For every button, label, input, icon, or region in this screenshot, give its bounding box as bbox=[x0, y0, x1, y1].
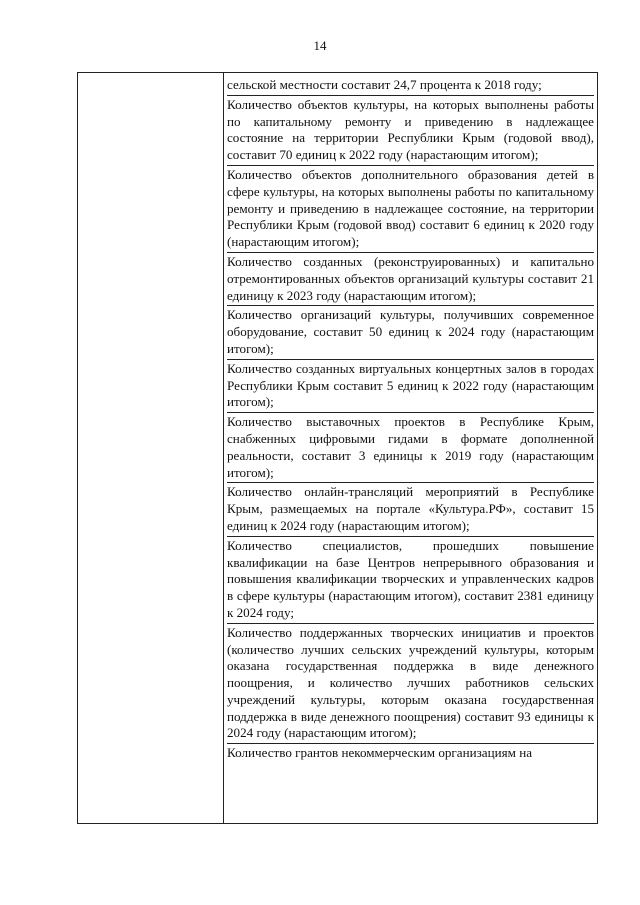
indicator-entry: сельской местности составит 24,7 процента к 2018 году; bbox=[227, 77, 594, 96]
indicator-entry: Количество созданных (реконструированных) и капитально отремонтированных объектов организаций культуры составит 21 единицу к 2023 году (нарастающим итогом); bbox=[227, 254, 594, 306]
indicator-entry: Количество грантов некоммерческим организациям на bbox=[227, 745, 533, 761]
indicators-cell bbox=[227, 77, 594, 764]
indicator-entry: Количество поддержанных творческих инициатив и проектов (количество лучших сельских учреждений культуры, которым оказана государственная поддержка в виде денежного поощрения, и количество лучших работников сельских учреждений культуры, которым оказана государственная поддержка в виде денежного поощрения) составит 93 единицы к 2024 году (нарастающим итогом); bbox=[227, 625, 594, 745]
indicator-entry: Количество онлайн-трансляций мероприятий в Республике Крым, размещаемых на портале «Культура.РФ», составит 15 единиц к 2024 году (нарастающим итогом); bbox=[227, 484, 594, 536]
indicator-entry: Количество организаций культуры, получивших современное оборудование, составит 50 единиц к 2024 году (нарастающим итогом); bbox=[227, 307, 594, 359]
indicator-entry: Количество объектов дополнительного образования детей в сфере культуры, на которых выполнены работы по капитальному ремонту и приведению в надлежащее состояние, на территории Республики Крым (годовой ввод) составит 6 единиц к 2020 году (нарастающим итогом); bbox=[227, 167, 594, 253]
page-number: 14 bbox=[313, 38, 327, 53]
column-divider bbox=[223, 73, 224, 823]
indicator-entry: Количество созданных виртуальных концертных залов в городах Республики Крым составит 5 единиц к 2022 году (нарастающим итогом); bbox=[227, 361, 594, 413]
indicator-entry: Количество выставочных проектов в Республике Крым, снабженных цифровыми гидами в формате дополненной реальности, составит 3 единицы к 2019 году (нарастающим итогом); bbox=[227, 414, 594, 483]
indicator-entry: Количество объектов культуры, на которых выполнены работы по капитальному ремонту и приведению в надлежащее состояние на территории Республики Крым (годовой ввод), составит 70 единиц к 2022 году (нарастающим итогом); bbox=[227, 97, 594, 166]
indicator-entry: Количество специалистов, прошедших повышение квалификации на базе Центров непрерывного образования и повышения квалификации творческих и управленческих кадров в сфере культуры (нарастающим итогом), составит 2381 единицу к 2024 году; bbox=[227, 538, 594, 624]
document-table bbox=[77, 72, 598, 824]
